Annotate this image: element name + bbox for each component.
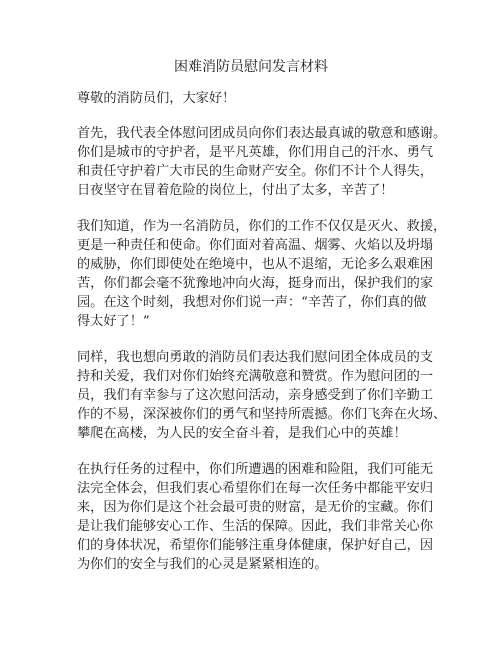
paragraph-3-line-5: 攀爬在高楼，为人民的安全奋斗着，是我们心中的英雄！ [77, 426, 407, 441]
paragraph-1-line-4: 日夜坚守在冒着危险的岗位上，付出了太多，辛苦了！ [77, 183, 394, 198]
paragraph-3-line-3: 员，我们有幸参与了这次慰问活动，亲身感受到了你们辛勤工 [77, 388, 434, 403]
paragraph-4-line-3: 来，因为你们是这个社会最可贵的财富，是无价的宝藏。你们 [77, 500, 434, 515]
paragraph-2-line-4: 苦，你们都会毫不犹豫地冲向火海，挺身而出，保护我们的家 [77, 276, 434, 291]
paragraph-2-line-2: 更是一种责任和使命。你们面对着高温、烟雾、火焰以及坍塌 [77, 238, 434, 253]
greeting: 尊敬的消防员们，大家好！ [77, 91, 236, 106]
paragraph-2-line-6: 得太好了！” [77, 314, 150, 329]
paragraph-4-line-4: 是让我们能够安心工作、生活的保障。因此，我们非常关心你 [77, 519, 434, 534]
paragraph-4-line-5: 们的身体状况，希望你们能够注重身体健康，保护好自己，因 [77, 538, 434, 553]
paragraph-3-line-4: 作的不易，深深被你们的勇气和坚持所震撼。你们飞奔在火场、 [77, 407, 447, 422]
paragraph-2-line-5: 园。在这个时刻，我想对你们说一声：“辛苦了，你们真的做 [77, 295, 427, 310]
paragraph-4-line-6: 为你们的安全与我们的心灵是紧紧相连的。 [77, 557, 328, 572]
paragraph-2-line-1: 我们知道，作为一名消防员，你们的工作不仅仅是灭火、救援， [77, 219, 447, 234]
paragraph-3-line-1: 同样，我也想向勇敢的消防员们表达我们慰问团全体成员的支 [77, 350, 434, 365]
document-title: 困难消防员慰问发言材料 [174, 59, 328, 75]
paragraph-1-line-1: 首先，我代表全体慰问团成员向你们表达最真诚的敬意和感谢。 [77, 126, 447, 141]
paragraph-1-line-3: 和责任守护着广大市民的生命财产安全。你们不计个人得失， [77, 164, 434, 179]
paragraph-2-line-3: 的威胁，你们即使处在绝境中，也从不退缩，无论多么艰难困 [77, 257, 434, 272]
paragraph-4-line-2: 法完全体会，但我们衷心希望你们在每一次任务中都能平安归 [77, 481, 434, 496]
paragraph-4-line-1: 在执行任务的过程中，你们所遭遇的困难和险阻，我们可能无 [77, 462, 434, 477]
paragraph-1-line-2: 你们是城市的守护者，是平凡英雄，你们用自己的汗水、勇气 [77, 145, 434, 160]
paragraph-3-line-2: 持和关爱，我们对你们始终充满敬意和赞赏。作为慰问团的一 [77, 369, 434, 384]
